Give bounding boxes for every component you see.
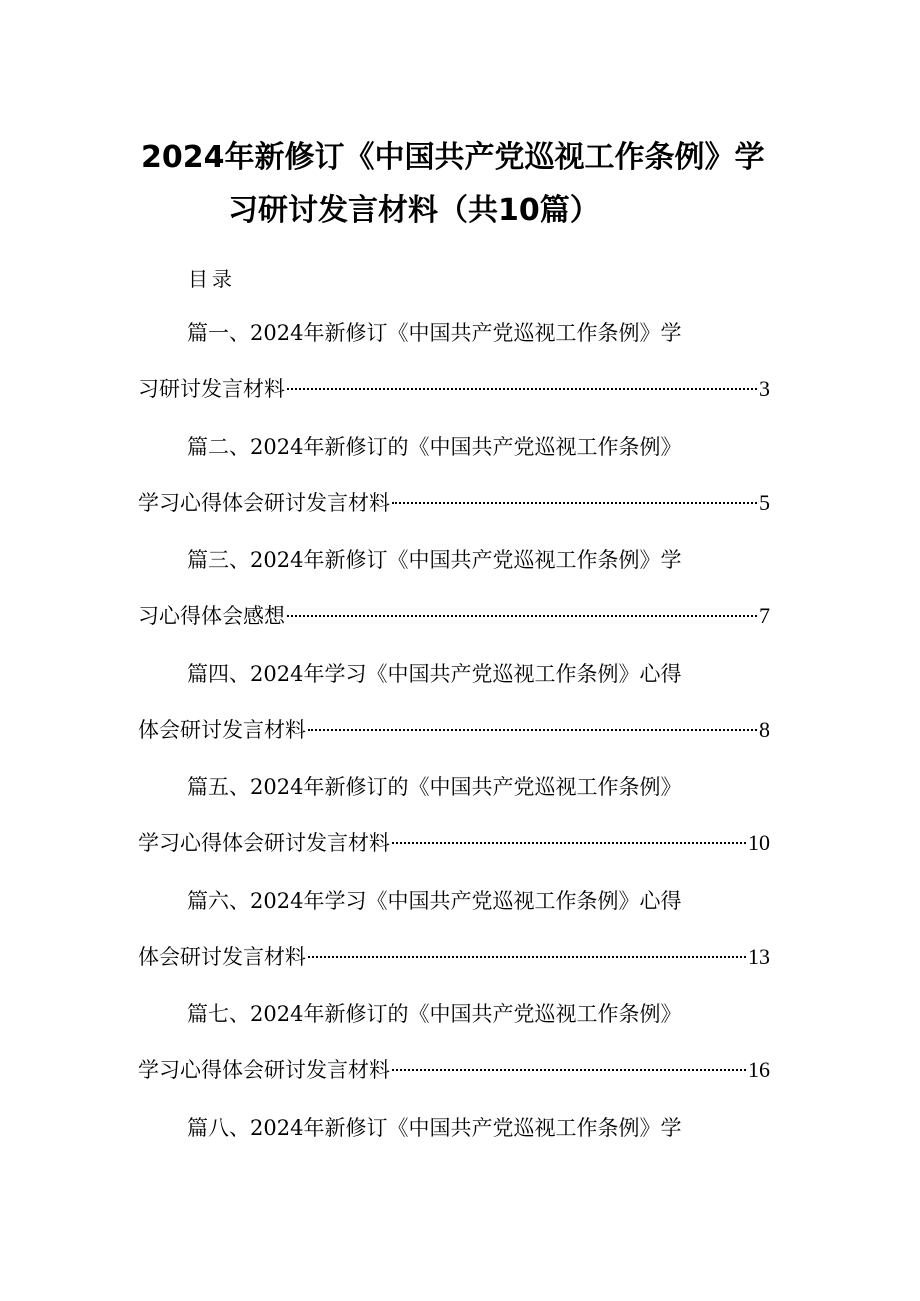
toc-entry-title-line-1: 篇五、2024年新修订的《中国共产党巡视工作条例》 [187,775,682,799]
toc-entry-title-line-2 [138,714,770,746]
toc-entry-title-line-1: 篇二、2024年新修订的《中国共产党巡视工作条例》 [187,434,682,459]
toc-page-number: 16 [748,1057,770,1082]
toc-entry-title-line-2 [138,941,770,973]
toc-dot-leader [392,502,757,504]
toc-dot-leader [287,615,757,617]
toc-entry-title-line-2 [138,373,770,405]
toc-dot-leader [287,388,757,390]
toc-entry-title-line-1: 篇四、2024年学习《中国共产党巡视工作条例》心得 [187,661,682,686]
toc-entry-title-text: 学习心得体会研讨发言材料 [138,831,390,855]
toc-dot-leader [392,842,746,844]
toc-entry-title-text: 习心得体会感想 [138,604,285,628]
toc-entry-title-line-1: 篇八、2024年新修订《中国共产党巡视工作条例》学 [187,1115,682,1140]
toc-dot-leader [392,1069,746,1071]
toc-entry-title-text: 体会研讨发言材料 [138,717,306,742]
toc-page-number: 8 [759,716,770,742]
toc-entry-title-text: 体会研讨发言材料 [138,944,306,969]
toc-entry-title-line-1: 篇六、2024年学习《中国共产党巡视工作条例》心得 [187,888,682,913]
toc-entry-title-line-2 [138,600,770,632]
toc-entry-title-line-2 [138,1054,770,1086]
toc-entry-title-text: 学习心得体会研讨发言材料 [138,1058,390,1082]
toc-entry-title-line-1: 篇三、2024年新修订《中国共产党巡视工作条例》学 [187,548,682,572]
toc-entry-title-text: 习研讨发言材料 [138,377,285,401]
document-title-line-2: 习研讨发言材料（共10篇） [228,193,600,228]
toc-entry-title-line-1: 篇七、2024年新修订的《中国共产党巡视工作条例》 [187,1002,682,1026]
toc-page-number: 3 [759,376,770,401]
toc-entry-title-line-2 [138,487,770,519]
toc-page-number: 7 [759,603,770,628]
toc-page-number: 10 [748,830,770,855]
toc-entry-title-line-2 [138,827,770,859]
toc-page-number: 5 [759,489,770,515]
document-title-line-1: 2024年新修订《中国共产党巡视工作条例》学 [141,140,765,175]
toc-page-number: 13 [748,943,770,969]
toc-dot-leader [308,729,757,731]
toc-entry-title-line-1: 篇一、2024年新修订《中国共产党巡视工作条例》学 [187,321,682,345]
toc-entry-title-text: 学习心得体会研讨发言材料 [138,490,390,515]
toc-heading: 目录 [188,267,236,291]
toc-dot-leader [308,956,746,958]
